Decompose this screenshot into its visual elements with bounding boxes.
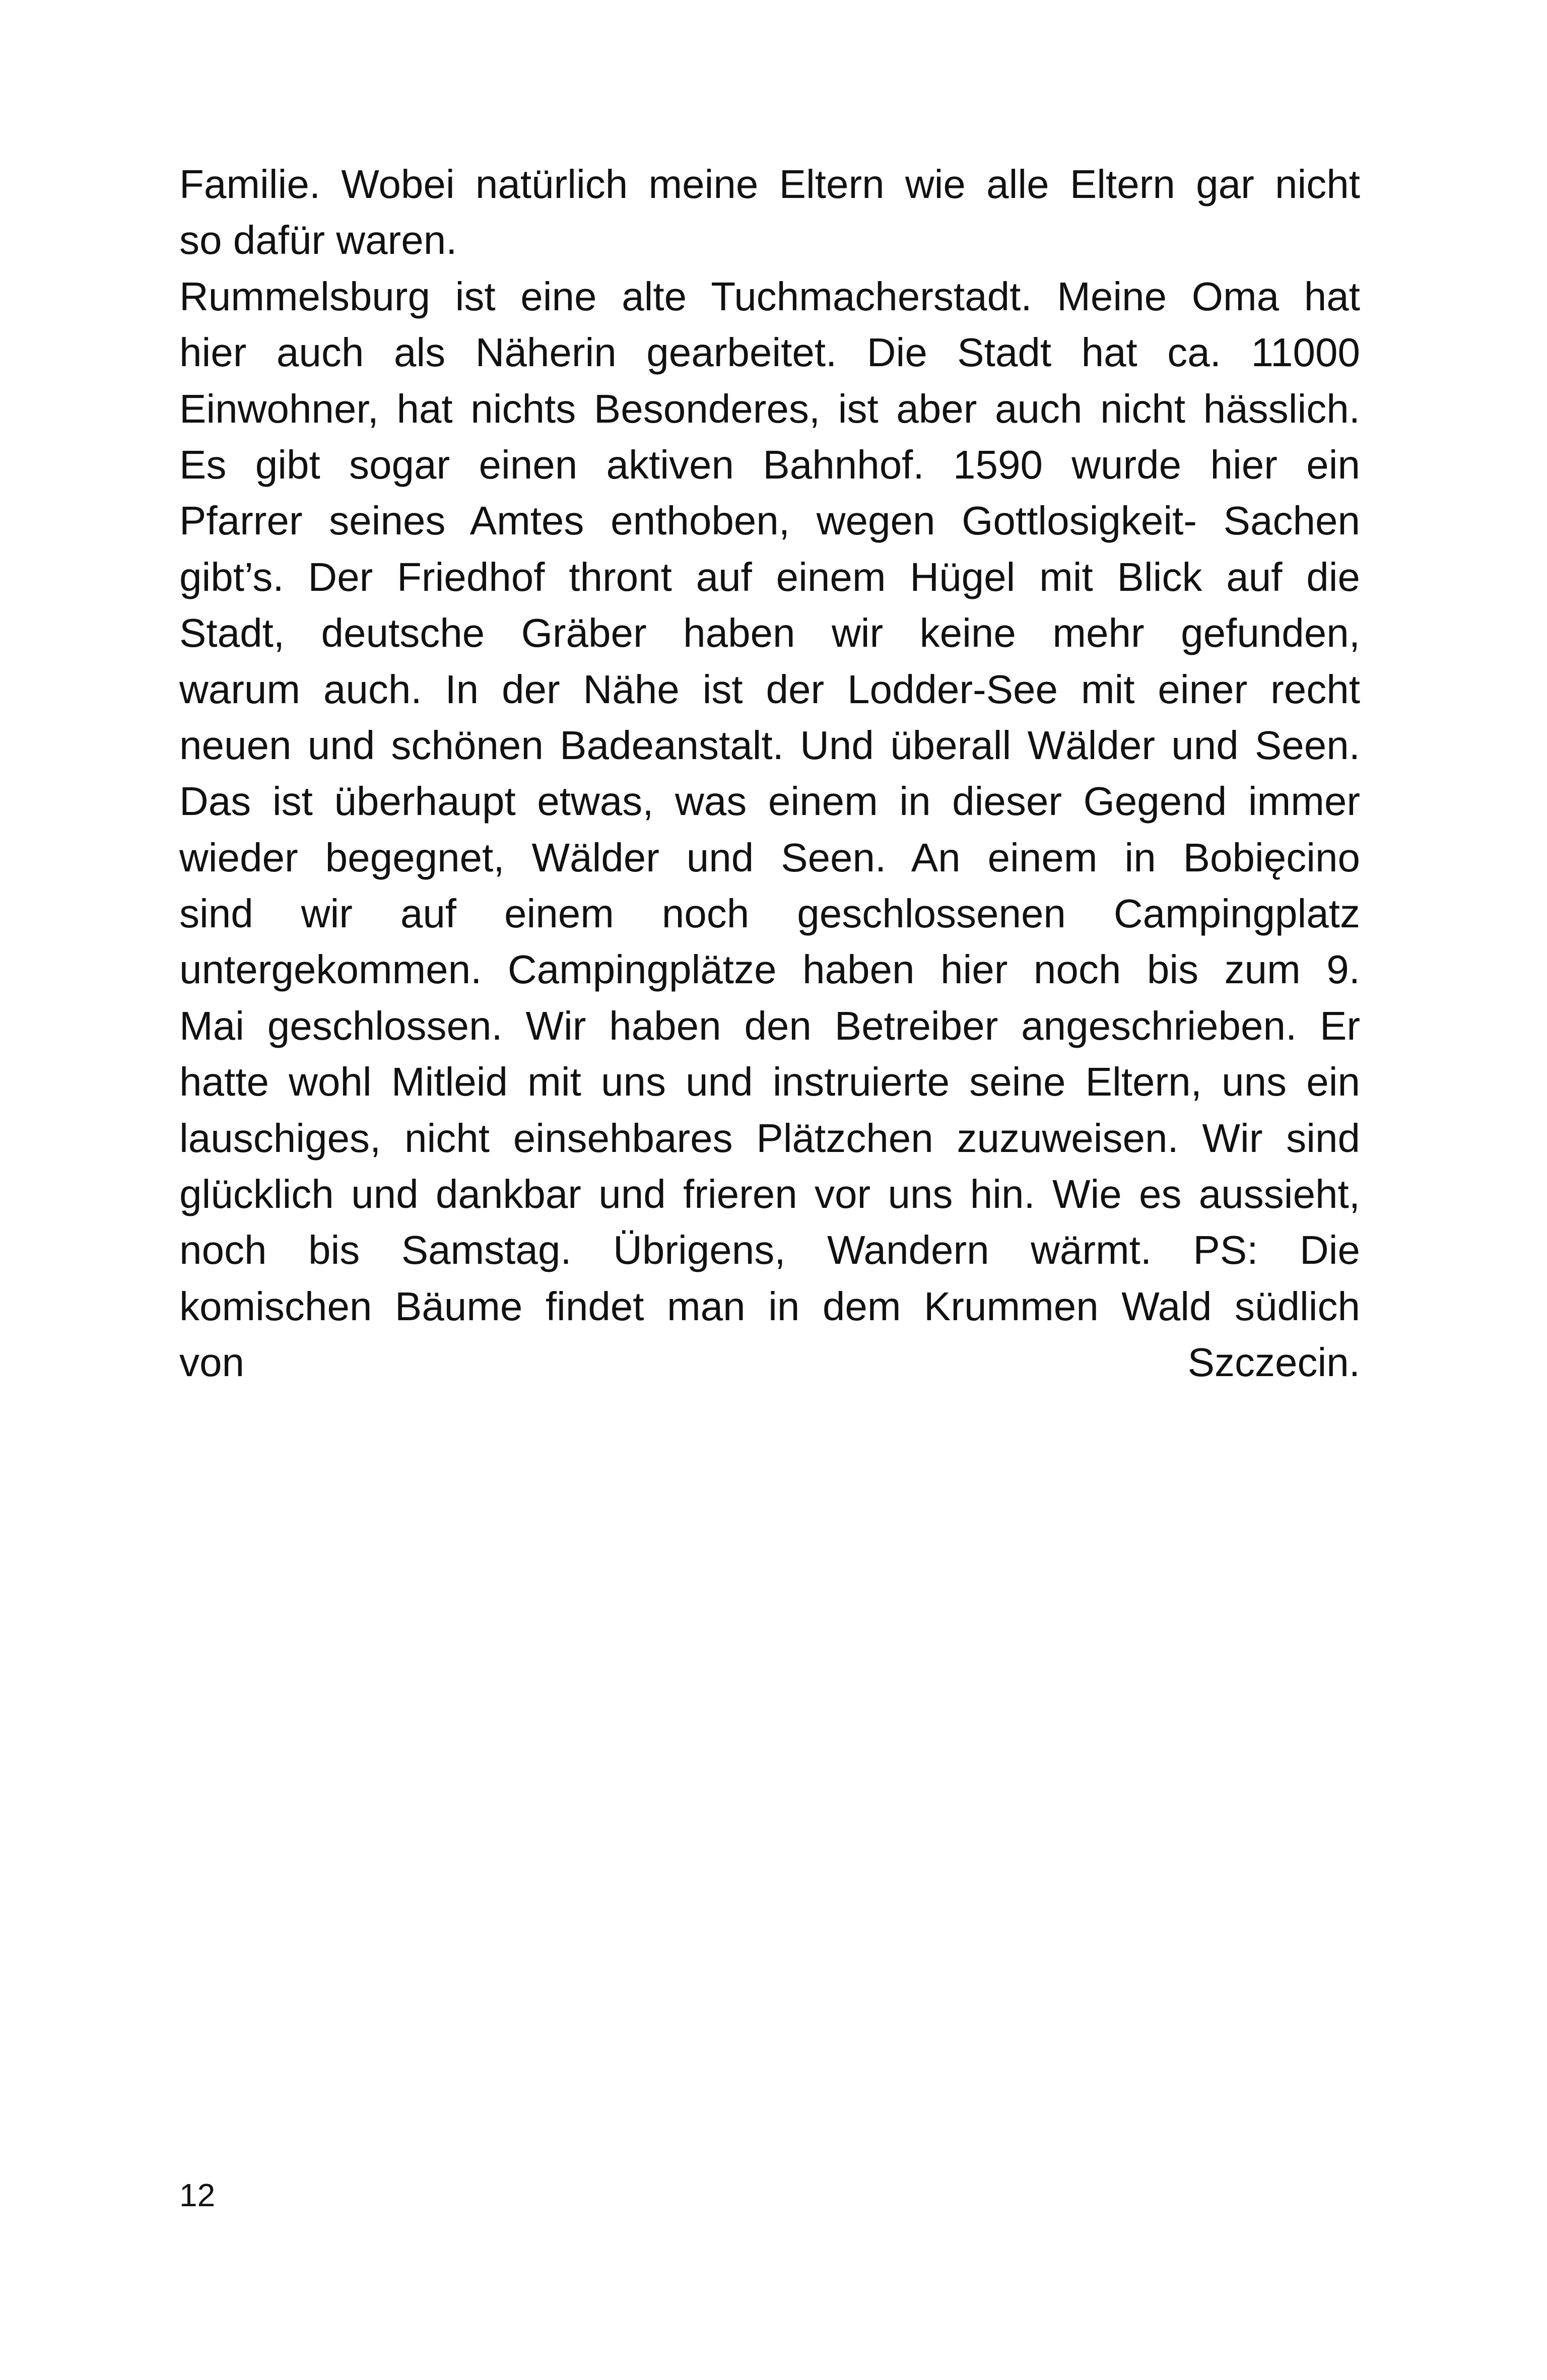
text-line: Mai geschlossen. Wir haben den Betreiber angeschrieben. Er: [179, 1003, 1360, 1048]
text-line: gibt’s. Der Friedhof thront auf einem Hügel mit Blick auf die: [179, 554, 1360, 599]
text-line: von Szczecin.: [179, 1340, 1360, 1385]
text-line: noch bis Samstag. Übrigens, Wandern wärmt. PS: Die: [179, 1228, 1360, 1273]
text-line: untergekommen. Campingplätze haben hier noch bis zum 9.: [179, 947, 1360, 992]
text-line: sind wir auf einem noch geschlossenen Campingplatz: [179, 891, 1360, 936]
text-line: Das ist überhaupt etwas, was einem in dieser Gegend immer: [179, 779, 1360, 824]
text-line: Familie. Wobei natürlich meine Eltern wie alle Eltern gar nicht: [179, 162, 1360, 207]
text-line: Rummelsburg ist eine alte Tuchmacherstadt. Meine Oma hat: [179, 274, 1360, 319]
text-line: Einwohner, hat nichts Besonderes, ist aber auch nicht hässlich.: [179, 386, 1360, 431]
body-text: [179, 156, 1360, 1391]
text-line: neuen und schönen Badeanstalt. Und überall Wälder und Seen.: [179, 722, 1360, 768]
text-line: so dafür waren.: [179, 218, 457, 263]
text-line: Pfarrer seines Amtes enthoben, wegen Gottlosigkeit- Sachen: [179, 498, 1360, 543]
text-line: hatte wohl Mitleid mit uns und instruierte seine Eltern, uns ein: [179, 1059, 1360, 1105]
text-line: lauschiges, nicht einsehbares Plätzchen zuzuweisen. Wir sind: [179, 1115, 1360, 1161]
text-line: glücklich und dankbar und frieren vor uns hin. Wie es aussieht,: [179, 1172, 1360, 1217]
text-line: hier auch als Näherin gearbeitet. Die Stadt hat ca. 11000: [179, 330, 1360, 375]
text-line: Stadt, deutsche Gräber haben wir keine mehr gefunden,: [179, 610, 1360, 656]
page-number: 12: [179, 2177, 216, 2213]
text-line: Es gibt sogar einen aktiven Bahnhof. 1590 wurde hier ein: [179, 442, 1360, 487]
text-line: wieder begegnet, Wälder und Seen. An einem in Bobięcino: [179, 835, 1360, 880]
text-line: komischen Bäume findet man in dem Krummen Wald südlich: [179, 1283, 1360, 1329]
text-line: warum auch. In der Nähe ist der Lodder-See mit einer recht: [179, 666, 1360, 712]
